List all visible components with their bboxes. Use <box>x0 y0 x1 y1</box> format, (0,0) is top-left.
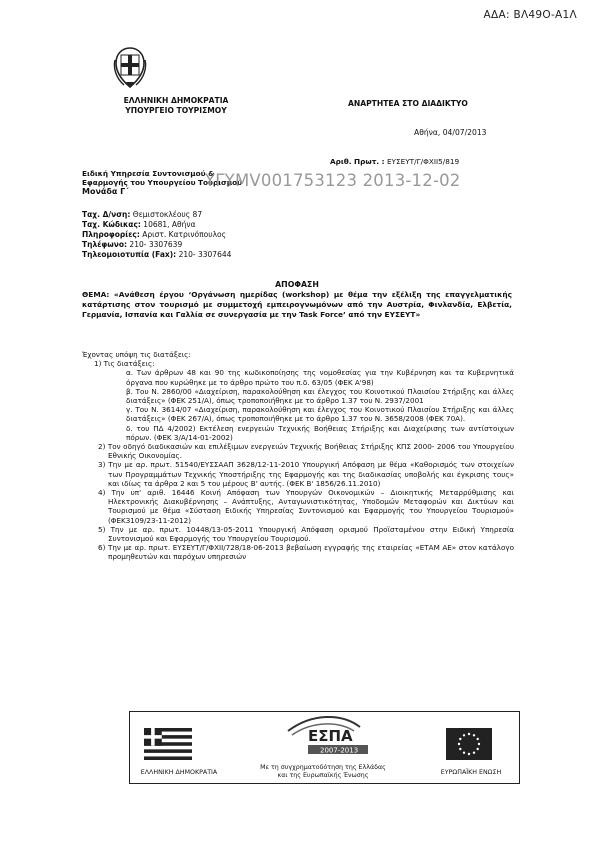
ministry-name: ΥΠΟΥΡΓΕΙΟ ΤΟΥΡΙΣΜΟΥ <box>125 106 227 115</box>
coat-of-arms-icon <box>112 46 148 90</box>
country-name: ΕΛΛΗΝΙΚΗ ΔΗΜΟΚΡΑΤΙΑ <box>123 96 229 105</box>
cofinancing-line-2: και της Ευρωπαϊκής Ένωσης <box>277 772 369 780</box>
espa-title: ΕΣΠΑ <box>308 727 353 745</box>
contact-row <box>82 230 382 240</box>
list-subitem: α. Των άρθρων 48 και 90 της κωδικοποίησης της νομοθεσίας για την Κυβέρνηση και τα Κυβερνητικά όργανα που κυρώθηκε με το άρθρο πρώτο του π.δ. 63/05 (ΦΕΚ Α'98) <box>126 368 514 387</box>
list-item: 5) Την με αρ. πρωτ. 10448/13-05-2011 Υπουργική Απόφαση ορισμού Προϊσταμένου στην Ειδική Υπηρεσία Συντονισμού και Εφαρμογής του Υπουργείου Τουρισμού. <box>98 524 514 544</box>
list-item: 4) Την υπ' αριθ. 16446 Κοινή Απόφαση των Υπουργών Οικονομικών – Διοικητικής Μεταρρύθμισης και Ηλεκτρονικής Διακυβέρνησης – Ανάπτυξης, Ανταγωνιστικότητας, Υποδομών Μεταφορών και Δικτύων και Τουρισμού με θέμα «Σύσταση Ειδικής Υπηρεσίας Συντονισμού και Εφαρμογής του Υπουργείου Τουρισμού» (ΦΕΚ3109/23-11-2012) <box>98 488 514 525</box>
contact-row <box>82 210 382 220</box>
publish-note: ΑΝΑΡΤΗΤΕΑ ΣΤΟ ΔΙΑΔΙΚΤΥΟ <box>348 99 468 108</box>
issuing-authority <box>96 96 256 116</box>
list-item: 6) Την με αρ. πρωτ. ΕΥΣΕΥΤ/Γ/ΦΧΙΙ/728/18-06-2013 βεβαίωση εγγραφής της εταιρείας «ΕΤΑΜ ΑΕ» στον κατάλογο προμηθευτών και παρόχων υπηρεσιών <box>98 543 514 562</box>
greek-republic-caption: ΕΛΛΗΝΙΚΗ ΔΗΜΟΚΡΑΤΙΑ <box>140 769 218 776</box>
contact-value: 10681, Αθήνα <box>143 220 196 230</box>
contact-value: 210- 3307639 <box>129 240 183 250</box>
contact-row <box>82 220 382 230</box>
document-date: Αθήνα, 04/07/2013 <box>414 128 487 137</box>
protocol-label: Αριθ. Πρωτ. : <box>330 157 385 166</box>
list-subitem: β. Του Ν. 2860/00 «Διαχείριση, παρακολούθηση και έλεγχος του Κοινοτικού Πλαισίου Στήριξης και άλλες διατάξεις» (ΦΕΚ 251/Α), όπως τροποποιήθηκε με το άρθρο 1.37 του Ν. 2937/2001 <box>126 386 514 406</box>
decision-subject: ΘΕΜΑ: «Ανάθεση έργου ‘Οργάνωση ημερίδας (workshop) με θέμα την εξέλιξη της επαγγελματικής κατάρτισης στον τουρισμό με συμμετοχή εμπειρογνωμόνων από την Αυστρία, Φινλανδία, Ελβετία, Γερμανία, Ισπανία και Γαλλία σε συνεργασία με την Task Force’ από την ΕΥΣΕΥΤ» <box>82 290 512 319</box>
contact-row <box>82 240 382 250</box>
list-subitem: γ. Του Ν. 3614/07 «Διαχείριση, παρακολούθηση και έλεγχος του Κοινοτικού Πλαισίου Στήριξης και άλλες διατάξεις» (ΦΕΚ 267/Α), όπως τροποποιήθηκε με το άρθρο 1.37 του Ν. 3658/2008 (ΦΕΚ 70Α). <box>126 405 514 424</box>
contact-row <box>82 250 382 260</box>
footer-logos <box>129 711 520 784</box>
espa-logo-icon <box>282 715 382 759</box>
greek-flag-icon <box>144 728 192 760</box>
contact-details <box>82 210 382 260</box>
contact-value: Θεμιστοκλέους 87 <box>132 210 203 219</box>
service-line-1: Ειδική Υπηρεσία Συντονισμού & <box>82 169 215 178</box>
list-item: 3) Την με αρ. πρωτ. 51540/ΕΥΣΣΑΑΠ 3628/12-11-2010 Υπουργική Απόφαση με θέμα «Καθορισμός των στοιχείων των Προγραμμάτων Τεχνικής Υποστήριξης της Εφαρμογής και της διαδικασίας υποβολής και έγκρισης τους» και ιδίως τα άρθρα 2 και 5 του μέρους Β' αυτής. (ΦΕΚ Β' 1856/26.11.2010) <box>98 460 514 488</box>
cofinancing-line-1: Με τη συγχρηματοδότηση της Ελλάδας <box>260 764 386 771</box>
ada-code: ΑΔΑ: ΒΛ49Ο-Α1Λ <box>483 9 577 21</box>
contact-label: Τηλεομοιοτυπία (Fax): <box>82 250 177 260</box>
contact-value: Αριστ. Κατρινόπουλος <box>142 230 227 240</box>
service-line-2: Εφαρμογής του Υπουργείου Τουρισμού <box>82 178 243 188</box>
list-item: 2) Τον οδηγό διαδικασιών και επιλέξιμων ενεργειών Τεχνικής Βοήθειας Στήριξης ΚΠΣ 2000- 2006 του Υπουργείου Εθνικής Οικονομίας. <box>98 442 514 461</box>
list-item: 1) Τις διατάξεις: <box>94 359 155 369</box>
cofinancing-caption <box>228 764 418 780</box>
eu-flag-icon <box>446 728 492 760</box>
contact-label: Πληροφορίες: <box>82 230 140 240</box>
contact-label: Ταχ. Κώδικας: <box>82 220 141 230</box>
protocol-value: ΕΥΣΕΥΤ/Γ/ΦΧΙΙ5/819 <box>386 157 460 166</box>
registry-watermark: ΥΓΥΜV001753123 2013-12-02 <box>205 171 461 190</box>
document-body <box>82 350 514 562</box>
protocol-number <box>330 157 459 166</box>
espa-years: 2007-2013 <box>320 746 359 755</box>
contact-value: 210- 3307644 <box>178 250 232 260</box>
decision-title: ΑΠΟΦΑΣΗ <box>275 280 319 289</box>
body-intro: Έχοντας υπόψη τις διατάξεις: <box>82 350 191 359</box>
list-subitem: δ. του ΠΔ 4/2002) Εκτέλεση ενεργειών Τεχνικής Βοήθειας Στήριξης και Διαχείρισης των αντίστοιχων πόρων. (ΦΕΚ 3/Α/14-01-2002) <box>126 423 514 442</box>
contact-label: Τηλέφωνο: <box>82 240 128 250</box>
service-unit: Μονάδα Γ΄ <box>82 187 129 197</box>
european-union-caption: ΕΥΡΩΠΑΪΚΗ ΕΝΩΣΗ <box>440 769 502 776</box>
contact-label: Ταχ. Δ/νση: <box>82 210 131 219</box>
